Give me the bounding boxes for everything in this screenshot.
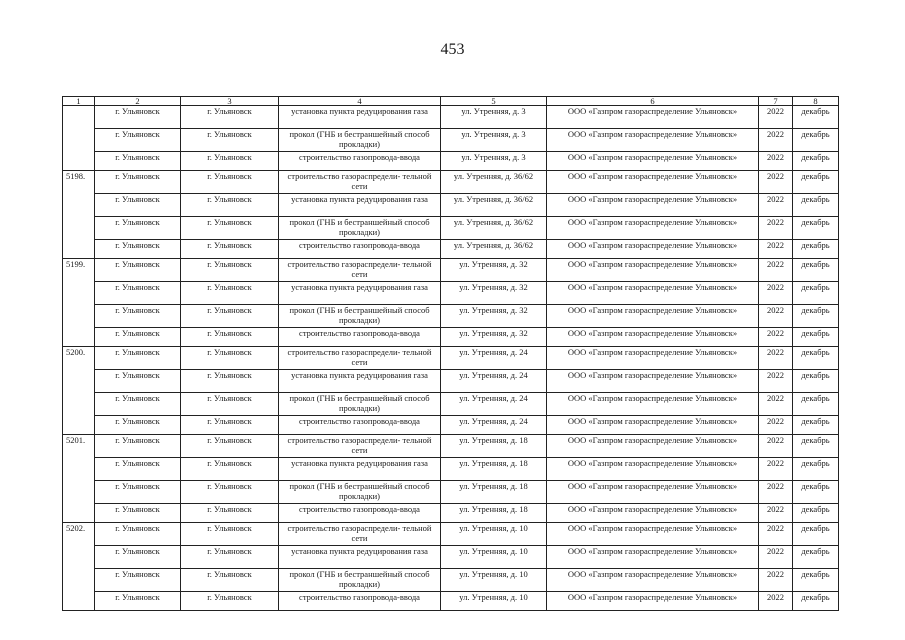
activity-cell: строительство газопровода-ввода bbox=[279, 504, 441, 523]
organization-cell: ООО «Газпром газораспределение Ульяновск» bbox=[547, 523, 759, 546]
month-cell: декабрь bbox=[793, 347, 839, 370]
address-cell: ул. Утренняя, д. 32 bbox=[441, 328, 547, 347]
table-row bbox=[63, 416, 839, 435]
region-cell: г. Ульяновск bbox=[95, 106, 181, 129]
year-cell: 2022 bbox=[759, 416, 793, 435]
address-cell: ул. Утренняя, д. 18 bbox=[441, 435, 547, 458]
region-cell: г. Ульяновск bbox=[95, 592, 181, 611]
region-cell: г. Ульяновск bbox=[95, 435, 181, 458]
organization-cell: ООО «Газпром газораспределение Ульяновск» bbox=[547, 393, 759, 416]
table-row bbox=[63, 129, 839, 152]
region-cell: г. Ульяновск bbox=[95, 217, 181, 240]
activity-cell: строительство газораспредели- тельной сети bbox=[279, 171, 441, 194]
year-cell: 2022 bbox=[759, 106, 793, 129]
settlement-cell: г. Ульяновск bbox=[181, 129, 279, 152]
settlement-cell: г. Ульяновск bbox=[181, 217, 279, 240]
activity-cell: строительство газопровода-ввода bbox=[279, 416, 441, 435]
activity-cell: прокол (ГНБ и бестраншейный способ прокладки) bbox=[279, 217, 441, 240]
address-cell: ул. Утренняя, д. 10 bbox=[441, 569, 547, 592]
region-cell: г. Ульяновск bbox=[95, 259, 181, 282]
row-number-cell: 5198. bbox=[63, 171, 95, 259]
month-cell: декабрь bbox=[793, 504, 839, 523]
region-cell: г. Ульяновск bbox=[95, 458, 181, 481]
row-number-cell bbox=[63, 106, 95, 171]
region-cell: г. Ульяновск bbox=[95, 328, 181, 347]
organization-cell: ООО «Газпром газораспределение Ульяновск» bbox=[547, 152, 759, 171]
region-cell: г. Ульяновск bbox=[95, 504, 181, 523]
year-cell: 2022 bbox=[759, 194, 793, 217]
month-cell: декабрь bbox=[793, 171, 839, 194]
activity-cell: установка пункта редуцирования газа bbox=[279, 106, 441, 129]
region-cell: г. Ульяновск bbox=[95, 305, 181, 328]
column-number: 3 bbox=[181, 97, 279, 106]
row-number-cell: 5201. bbox=[63, 435, 95, 523]
year-cell: 2022 bbox=[759, 328, 793, 347]
column-number: 5 bbox=[441, 97, 547, 106]
activity-cell: строительство газораспредели- тельной сети bbox=[279, 523, 441, 546]
year-cell: 2022 bbox=[759, 282, 793, 305]
month-cell: декабрь bbox=[793, 393, 839, 416]
settlement-cell: г. Ульяновск bbox=[181, 370, 279, 393]
year-cell: 2022 bbox=[759, 504, 793, 523]
region-cell: г. Ульяновск bbox=[95, 347, 181, 370]
organization-cell: ООО «Газпром газораспределение Ульяновск» bbox=[547, 171, 759, 194]
month-cell: декабрь bbox=[793, 152, 839, 171]
settlement-cell: г. Ульяновск bbox=[181, 194, 279, 217]
address-cell: ул. Утренняя, д. 24 bbox=[441, 393, 547, 416]
organization-cell: ООО «Газпром газораспределение Ульяновск» bbox=[547, 504, 759, 523]
organization-cell: ООО «Газпром газораспределение Ульяновск» bbox=[547, 416, 759, 435]
table-row bbox=[63, 523, 839, 546]
row-number-cell: 5202. bbox=[63, 523, 95, 611]
region-cell: г. Ульяновск bbox=[95, 393, 181, 416]
table-row bbox=[63, 305, 839, 328]
address-cell: ул. Утренняя, д. 3 bbox=[441, 129, 547, 152]
activity-cell: установка пункта редуцирования газа bbox=[279, 282, 441, 305]
region-cell: г. Ульяновск bbox=[95, 370, 181, 393]
column-number: 4 bbox=[279, 97, 441, 106]
year-cell: 2022 bbox=[759, 259, 793, 282]
column-number: 1 bbox=[63, 97, 95, 106]
activity-cell: прокол (ГНБ и бестраншейный способ прокладки) bbox=[279, 569, 441, 592]
region-cell: г. Ульяновск bbox=[95, 129, 181, 152]
region-cell: г. Ульяновск bbox=[95, 282, 181, 305]
works-table bbox=[62, 96, 839, 611]
settlement-cell: г. Ульяновск bbox=[181, 504, 279, 523]
month-cell: декабрь bbox=[793, 282, 839, 305]
address-cell: ул. Утренняя, д. 10 bbox=[441, 546, 547, 569]
settlement-cell: г. Ульяновск bbox=[181, 393, 279, 416]
month-cell: декабрь bbox=[793, 481, 839, 504]
activity-cell: установка пункта редуцирования газа bbox=[279, 546, 441, 569]
year-cell: 2022 bbox=[759, 152, 793, 171]
month-cell: декабрь bbox=[793, 458, 839, 481]
settlement-cell: г. Ульяновск bbox=[181, 328, 279, 347]
month-cell: декабрь bbox=[793, 240, 839, 259]
month-cell: декабрь bbox=[793, 129, 839, 152]
settlement-cell: г. Ульяновск bbox=[181, 106, 279, 129]
month-cell: декабрь bbox=[793, 592, 839, 611]
table-row bbox=[63, 393, 839, 416]
activity-cell: строительство газораспредели- тельной сети bbox=[279, 435, 441, 458]
table-row bbox=[63, 592, 839, 611]
region-cell: г. Ульяновск bbox=[95, 481, 181, 504]
month-cell: декабрь bbox=[793, 523, 839, 546]
region-cell: г. Ульяновск bbox=[95, 546, 181, 569]
month-cell: декабрь bbox=[793, 106, 839, 129]
table-row bbox=[63, 328, 839, 347]
year-cell: 2022 bbox=[759, 523, 793, 546]
row-number-cell: 5200. bbox=[63, 347, 95, 435]
region-cell: г. Ульяновск bbox=[95, 569, 181, 592]
month-cell: декабрь bbox=[793, 194, 839, 217]
year-cell: 2022 bbox=[759, 546, 793, 569]
organization-cell: ООО «Газпром газораспределение Ульяновск» bbox=[547, 106, 759, 129]
settlement-cell: г. Ульяновск bbox=[181, 481, 279, 504]
address-cell: ул. Утренняя, д. 10 bbox=[441, 592, 547, 611]
table-row bbox=[63, 347, 839, 370]
settlement-cell: г. Ульяновск bbox=[181, 152, 279, 171]
settlement-cell: г. Ульяновск bbox=[181, 435, 279, 458]
organization-cell: ООО «Газпром газораспределение Ульяновск» bbox=[547, 370, 759, 393]
address-cell: ул. Утренняя, д. 32 bbox=[441, 305, 547, 328]
table-row bbox=[63, 171, 839, 194]
settlement-cell: г. Ульяновск bbox=[181, 416, 279, 435]
region-cell: г. Ульяновск bbox=[95, 416, 181, 435]
activity-cell: строительство газопровода-ввода bbox=[279, 328, 441, 347]
activity-cell: строительство газораспредели- тельной сети bbox=[279, 259, 441, 282]
year-cell: 2022 bbox=[759, 171, 793, 194]
page-number: 453 bbox=[440, 41, 465, 58]
address-cell: ул. Утренняя, д. 36/62 bbox=[441, 171, 547, 194]
month-cell: декабрь bbox=[793, 259, 839, 282]
organization-cell: ООО «Газпром газораспределение Ульяновск» bbox=[547, 546, 759, 569]
settlement-cell: г. Ульяновск bbox=[181, 523, 279, 546]
year-cell: 2022 bbox=[759, 217, 793, 240]
column-number: 6 bbox=[547, 97, 759, 106]
organization-cell: ООО «Газпром газораспределение Ульяновск» bbox=[547, 435, 759, 458]
address-cell: ул. Утренняя, д. 32 bbox=[441, 282, 547, 305]
address-cell: ул. Утренняя, д. 36/62 bbox=[441, 194, 547, 217]
column-number: 7 bbox=[759, 97, 793, 106]
organization-cell: ООО «Газпром газораспределение Ульяновск» bbox=[547, 129, 759, 152]
activity-cell: установка пункта редуцирования газа bbox=[279, 370, 441, 393]
organization-cell: ООО «Газпром газораспределение Ульяновск» bbox=[547, 259, 759, 282]
year-cell: 2022 bbox=[759, 129, 793, 152]
month-cell: декабрь bbox=[793, 370, 839, 393]
activity-cell: строительство газопровода-ввода bbox=[279, 240, 441, 259]
table-row bbox=[63, 106, 839, 129]
year-cell: 2022 bbox=[759, 435, 793, 458]
year-cell: 2022 bbox=[759, 240, 793, 259]
settlement-cell: г. Ульяновск bbox=[181, 546, 279, 569]
address-cell: ул. Утренняя, д. 18 bbox=[441, 481, 547, 504]
year-cell: 2022 bbox=[759, 305, 793, 328]
table-row bbox=[63, 481, 839, 504]
region-cell: г. Ульяновск bbox=[95, 194, 181, 217]
organization-cell: ООО «Газпром газораспределение Ульяновск» bbox=[547, 328, 759, 347]
month-cell: декабрь bbox=[793, 435, 839, 458]
address-cell: ул. Утренняя, д. 18 bbox=[441, 504, 547, 523]
activity-cell: прокол (ГНБ и бестраншейный способ прокладки) bbox=[279, 393, 441, 416]
table-row bbox=[63, 282, 839, 305]
year-cell: 2022 bbox=[759, 393, 793, 416]
year-cell: 2022 bbox=[759, 592, 793, 611]
address-cell: ул. Утренняя, д. 18 bbox=[441, 458, 547, 481]
organization-cell: ООО «Газпром газораспределение Ульяновск» bbox=[547, 194, 759, 217]
table-row bbox=[63, 194, 839, 217]
year-cell: 2022 bbox=[759, 481, 793, 504]
region-cell: г. Ульяновск bbox=[95, 171, 181, 194]
organization-cell: ООО «Газпром газораспределение Ульяновск» bbox=[547, 305, 759, 328]
month-cell: декабрь bbox=[793, 217, 839, 240]
organization-cell: ООО «Газпром газораспределение Ульяновск» bbox=[547, 282, 759, 305]
activity-cell: строительство газопровода-ввода bbox=[279, 592, 441, 611]
activity-cell: прокол (ГНБ и бестраншейный способ прокладки) bbox=[279, 305, 441, 328]
region-cell: г. Ульяновск bbox=[95, 523, 181, 546]
settlement-cell: г. Ульяновск bbox=[181, 592, 279, 611]
address-cell: ул. Утренняя, д. 32 bbox=[441, 259, 547, 282]
table-row bbox=[63, 546, 839, 569]
activity-cell: строительство газораспредели- тельной сети bbox=[279, 347, 441, 370]
activity-cell: прокол (ГНБ и бестраншейный способ прокладки) bbox=[279, 481, 441, 504]
column-number-row bbox=[63, 97, 839, 106]
address-cell: ул. Утренняя, д. 3 bbox=[441, 152, 547, 171]
address-cell: ул. Утренняя, д. 36/62 bbox=[441, 217, 547, 240]
organization-cell: ООО «Газпром газораспределение Ульяновск» bbox=[547, 217, 759, 240]
settlement-cell: г. Ульяновск bbox=[181, 458, 279, 481]
address-cell: ул. Утренняя, д. 24 bbox=[441, 370, 547, 393]
month-cell: декабрь bbox=[793, 546, 839, 569]
settlement-cell: г. Ульяновск bbox=[181, 259, 279, 282]
table-row bbox=[63, 435, 839, 458]
column-number: 8 bbox=[793, 97, 839, 106]
organization-cell: ООО «Газпром газораспределение Ульяновск» bbox=[547, 592, 759, 611]
region-cell: г. Ульяновск bbox=[95, 152, 181, 171]
organization-cell: ООО «Газпром газораспределение Ульяновск» bbox=[547, 347, 759, 370]
settlement-cell: г. Ульяновск bbox=[181, 171, 279, 194]
settlement-cell: г. Ульяновск bbox=[181, 347, 279, 370]
organization-cell: ООО «Газпром газораспределение Ульяновск» bbox=[547, 569, 759, 592]
organization-cell: ООО «Газпром газораспределение Ульяновск» bbox=[547, 240, 759, 259]
settlement-cell: г. Ульяновск bbox=[181, 240, 279, 259]
activity-cell: установка пункта редуцирования газа bbox=[279, 458, 441, 481]
month-cell: декабрь bbox=[793, 569, 839, 592]
year-cell: 2022 bbox=[759, 569, 793, 592]
activity-cell: прокол (ГНБ и бестраншейный способ прокладки) bbox=[279, 129, 441, 152]
month-cell: декабрь bbox=[793, 328, 839, 347]
activity-cell: установка пункта редуцирования газа bbox=[279, 194, 441, 217]
organization-cell: ООО «Газпром газораспределение Ульяновск» bbox=[547, 458, 759, 481]
year-cell: 2022 bbox=[759, 458, 793, 481]
column-number: 2 bbox=[95, 97, 181, 106]
table-row bbox=[63, 217, 839, 240]
table-row bbox=[63, 504, 839, 523]
address-cell: ул. Утренняя, д. 36/62 bbox=[441, 240, 547, 259]
table-row bbox=[63, 370, 839, 393]
activity-cell: строительство газопровода-ввода bbox=[279, 152, 441, 171]
address-cell: ул. Утренняя, д. 24 bbox=[441, 347, 547, 370]
organization-cell: ООО «Газпром газораспределение Ульяновск» bbox=[547, 481, 759, 504]
address-cell: ул. Утренняя, д. 10 bbox=[441, 523, 547, 546]
table-row bbox=[63, 240, 839, 259]
settlement-cell: г. Ульяновск bbox=[181, 282, 279, 305]
year-cell: 2022 bbox=[759, 370, 793, 393]
table-row bbox=[63, 458, 839, 481]
address-cell: ул. Утренняя, д. 24 bbox=[441, 416, 547, 435]
settlement-cell: г. Ульяновск bbox=[181, 569, 279, 592]
settlement-cell: г. Ульяновск bbox=[181, 305, 279, 328]
row-number-cell: 5199. bbox=[63, 259, 95, 347]
region-cell: г. Ульяновск bbox=[95, 240, 181, 259]
table-row bbox=[63, 152, 839, 171]
table-row bbox=[63, 259, 839, 282]
table-row bbox=[63, 569, 839, 592]
month-cell: декабрь bbox=[793, 416, 839, 435]
address-cell: ул. Утренняя, д. 3 bbox=[441, 106, 547, 129]
year-cell: 2022 bbox=[759, 347, 793, 370]
month-cell: декабрь bbox=[793, 305, 839, 328]
